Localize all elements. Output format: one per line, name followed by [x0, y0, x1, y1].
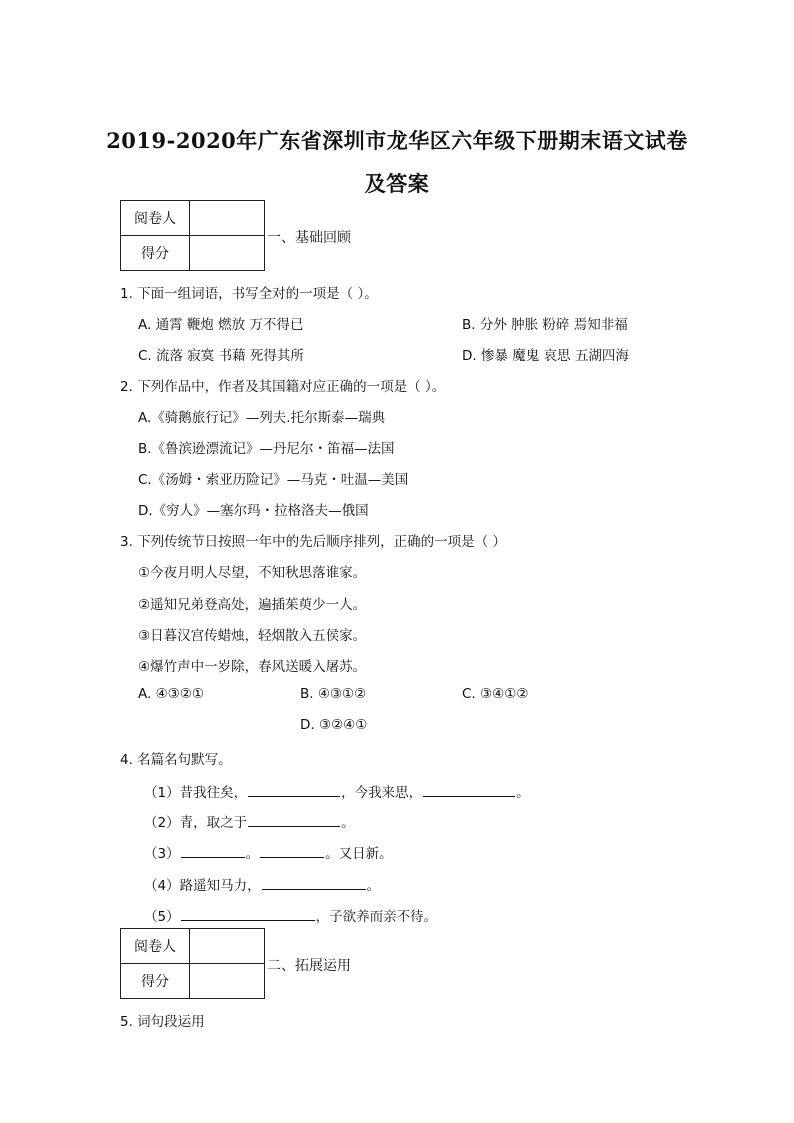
reviewer-field-2[interactable] — [190, 929, 265, 964]
question-1-option-d: D. 惨暴 魔鬼 哀思 五湖四海 — [462, 348, 629, 364]
q4-3-text-a: （3） — [144, 846, 180, 862]
q4-4-blank[interactable] — [262, 875, 366, 890]
question-4-item-1 — [144, 781, 530, 801]
q4-1-text-a: （1）昔我往矣， — [144, 785, 248, 801]
q4-2-text-a: （2）青，取之于 — [144, 815, 248, 831]
question-2-option-d: D.《穷人》—塞尔玛・拉格洛夫—俄国 — [138, 503, 369, 519]
question-3-stem: 3. 下列传统节日按照一年中的先后顺序排列，正确的一项是（ ） — [120, 534, 506, 550]
question-4-item-2 — [144, 811, 355, 831]
question-3-poem-3: ③日暮汉宫传蜡烛，轻烟散入五侯家。 — [138, 628, 367, 644]
document-title-line-2: 及答案 — [364, 171, 430, 196]
question-2-option-a: A.《骑鹅旅行记》—列夫.托尔斯泰—瑞典 — [138, 410, 386, 426]
question-3-option-a: A. ④③②① — [138, 686, 204, 702]
q4-1-text-b: ，今我来思， — [341, 785, 423, 801]
grading-box-2 — [120, 928, 265, 999]
q4-4-text-a: （4）路遥知马力， — [144, 878, 261, 894]
question-3-option-d: D. ③②④① — [300, 717, 368, 733]
section-heading-2: 二、拓展运用 — [267, 958, 351, 974]
reviewer-label-2: 阅卷人 — [121, 929, 190, 964]
document-title-line-1: 2019-2020年广东省深圳市龙华区六年级下册期末语文试卷 — [106, 128, 688, 153]
question-2-option-c: C.《汤姆・索亚历险记》—马克・吐温—美国 — [138, 472, 409, 488]
score-label: 得分 — [121, 236, 190, 271]
grading-box-1 — [120, 200, 265, 271]
question-1-stem: 1. 下面一组词语，书写全对的一项是（ ）。 — [120, 286, 378, 302]
score-field[interactable] — [190, 236, 265, 271]
q4-3-blank-1[interactable] — [181, 843, 245, 858]
q4-1-text-c: 。 — [516, 785, 530, 801]
question-1-option-b: B. 分外 肿胀 粉碎 焉知非福 — [462, 317, 628, 333]
question-1-option-c: C. 流落 寂寞 书藉 死得其所 — [138, 348, 304, 364]
question-4-item-5 — [144, 905, 437, 925]
question-2-option-b: B.《鲁滨逊漂流记》—丹尼尔・笛福—法国 — [138, 441, 395, 457]
question-5-stem: 5. 词句段运用 — [120, 1014, 205, 1030]
reviewer-label: 阅卷人 — [121, 201, 190, 236]
question-4-item-3 — [144, 842, 393, 862]
question-3-poem-4: ④爆竹声中一岁除，春风送暖入屠苏。 — [138, 659, 367, 675]
question-3-option-b: B. ④③①② — [300, 686, 367, 702]
q4-5-text-b: ，子欲养而亲不待。 — [315, 909, 438, 925]
question-3-poem-2: ②遥知兄弟登高处，遍插茱萸少一人。 — [138, 597, 367, 613]
q4-1-blank-1[interactable] — [248, 782, 340, 797]
question-4-stem: 4. 名篇名句默写。 — [120, 752, 232, 768]
section-heading-1: 一、基础回顾 — [267, 230, 351, 246]
score-field-2[interactable] — [190, 964, 265, 999]
q4-3-blank-2[interactable] — [260, 843, 324, 858]
score-label-2: 得分 — [121, 964, 190, 999]
question-4-item-4 — [144, 874, 380, 894]
q4-4-text-b: 。 — [366, 878, 381, 894]
q4-2-blank[interactable] — [248, 812, 340, 827]
question-1-option-a: A. 通霄 鞭炮 燃放 万不得已 — [138, 317, 304, 333]
q4-2-text-b: 。 — [341, 815, 355, 831]
q4-5-text-a: （5） — [144, 909, 180, 925]
q4-3-text-c: 。又日新。 — [325, 846, 393, 862]
question-2-stem: 2. 下列作品中，作者及其国籍对应正确的一项是（ ）。 — [120, 379, 446, 395]
q4-3-text-b: 。 — [245, 846, 260, 862]
q4-5-blank[interactable] — [181, 906, 315, 921]
question-3-option-c: C. ③④①② — [462, 686, 529, 702]
reviewer-field[interactable] — [190, 201, 265, 236]
q4-1-blank-2[interactable] — [423, 782, 515, 797]
question-3-poem-1: ①今夜月明人尽望，不知秋思落谁家。 — [138, 565, 367, 581]
